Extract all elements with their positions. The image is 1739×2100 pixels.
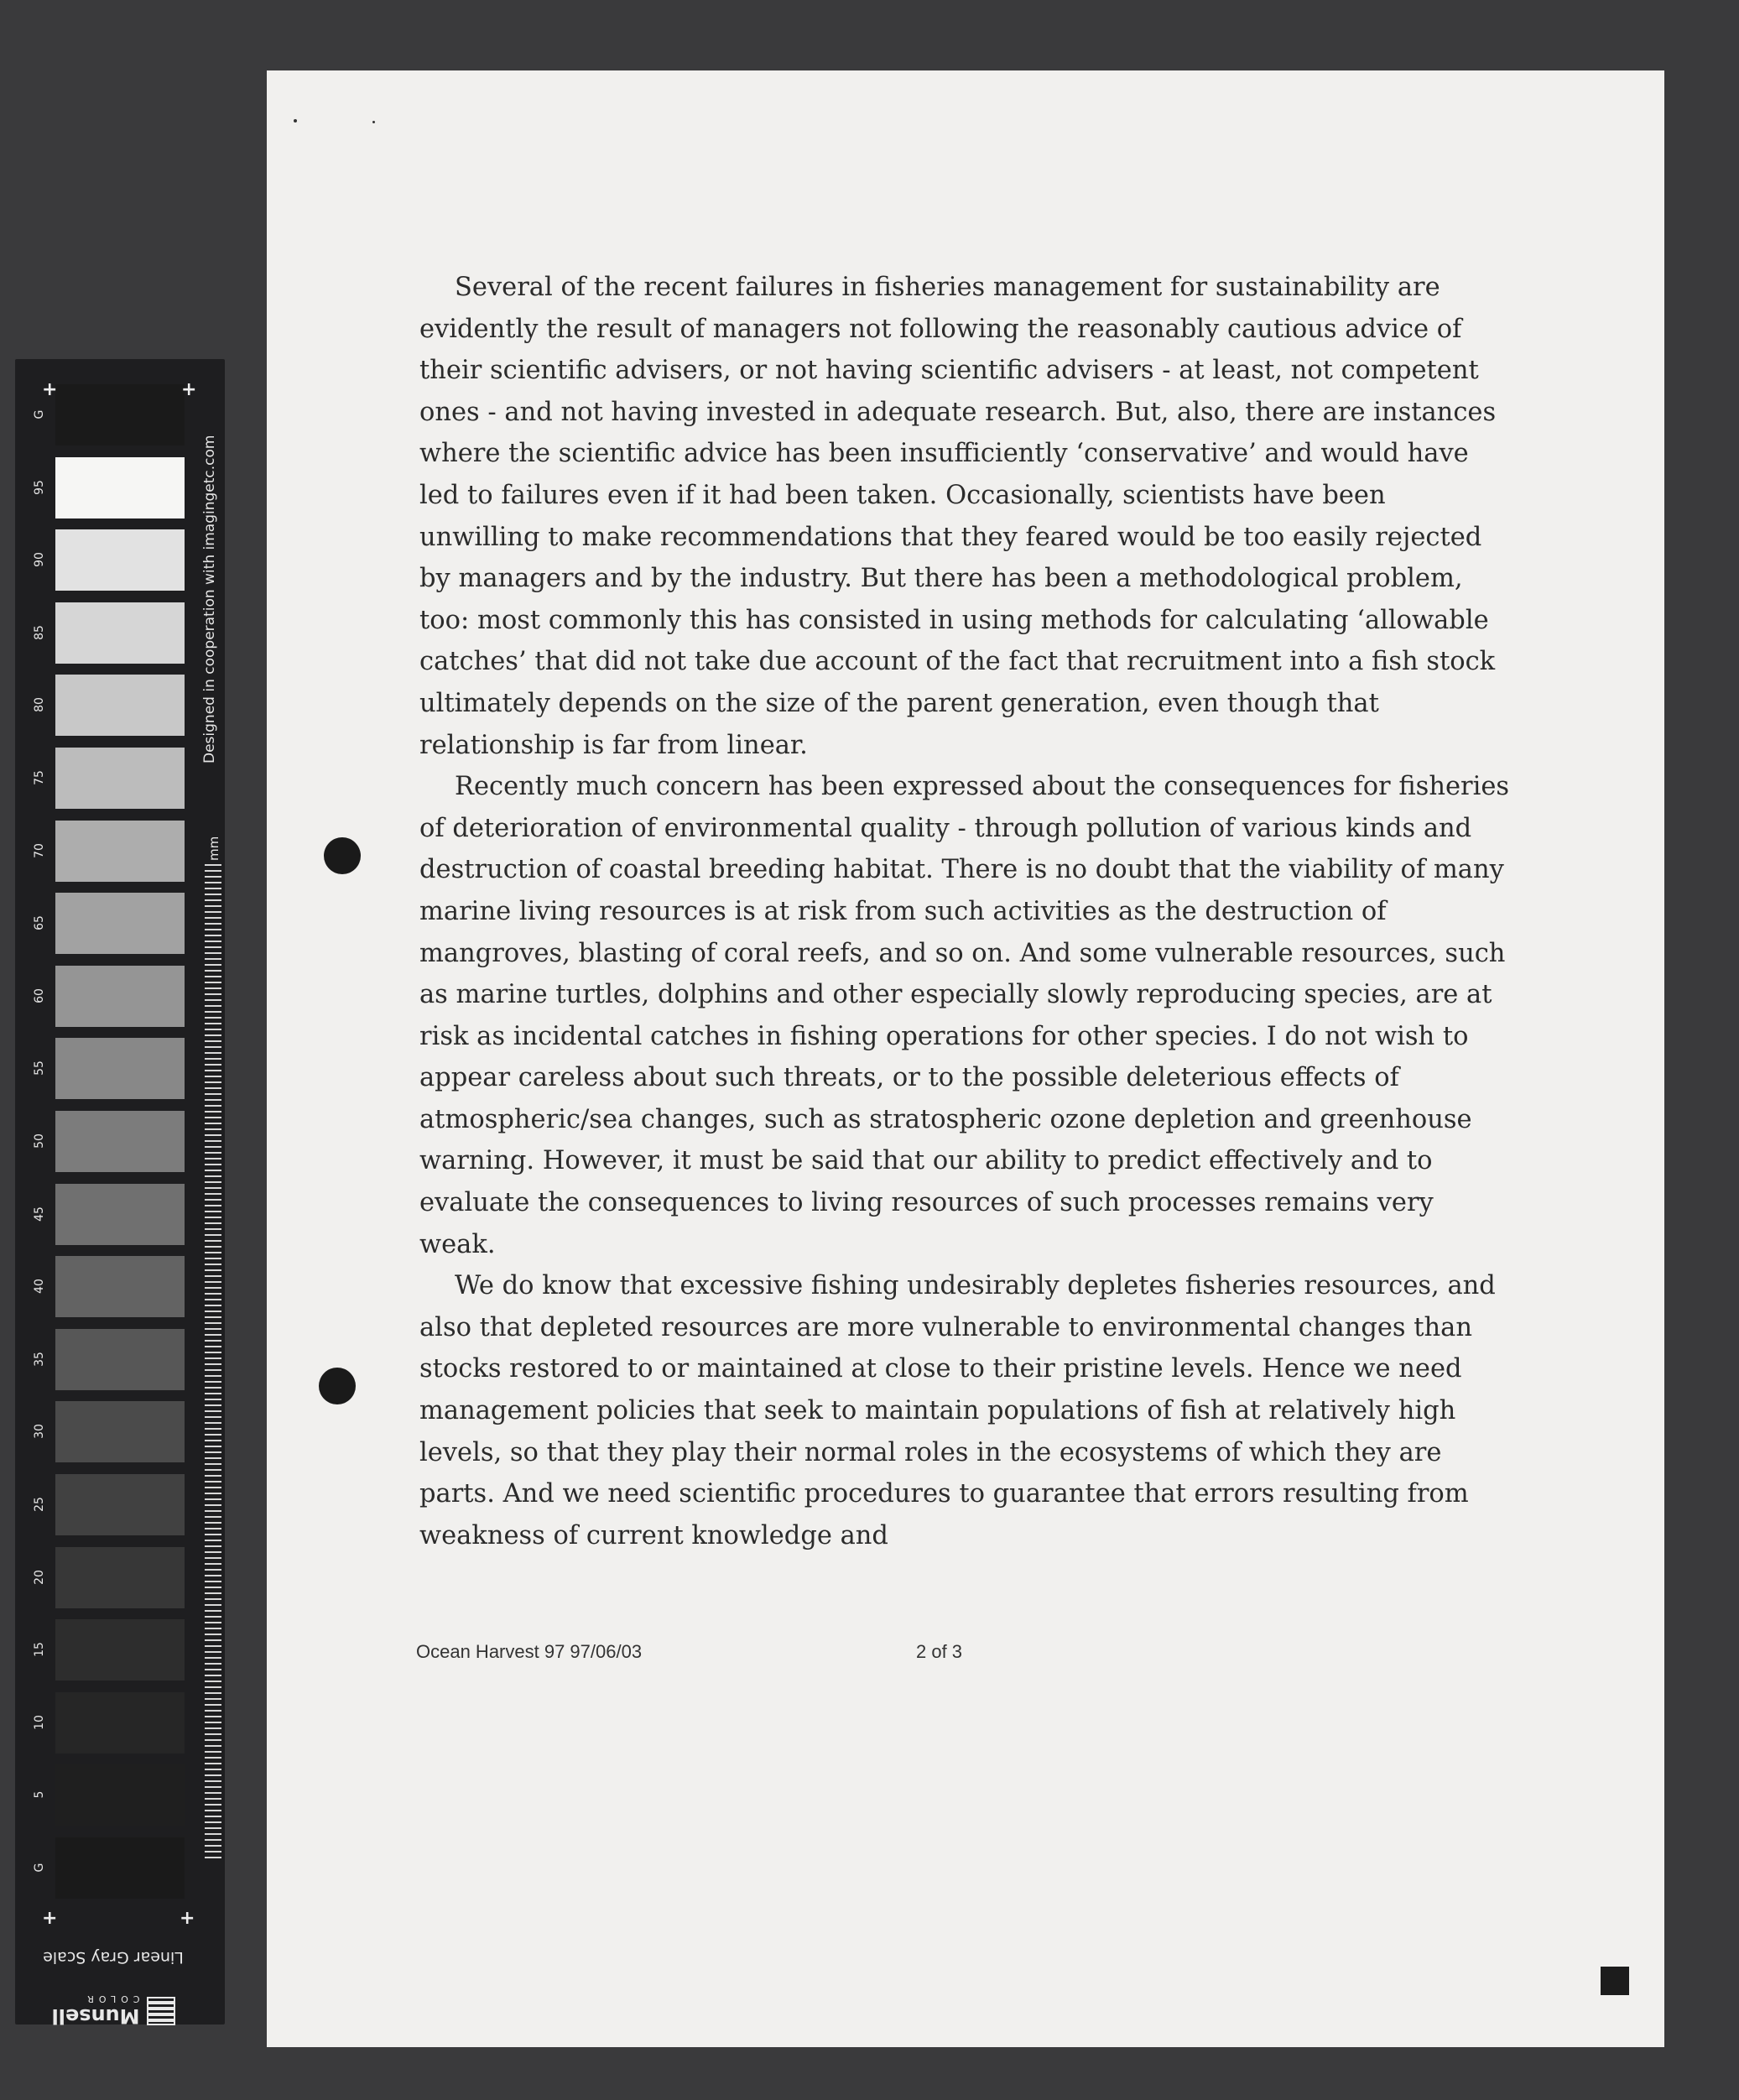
gray-patch: [55, 602, 185, 664]
gray-patch: [55, 821, 185, 882]
footer-page-number: 2 of 3: [916, 1641, 963, 1662]
munsell-logo-icon: [147, 1997, 175, 2025]
gray-patch: [55, 1474, 185, 1535]
gray-patch: [55, 1184, 185, 1245]
gray-patch: [55, 1692, 185, 1753]
gray-patch-label: 5: [33, 1790, 46, 1799]
gray-patch: [55, 1329, 185, 1390]
paragraph: We do know that excessive fishing undesirably depletes fisheries resources, and also that depleted resources are more vulnerable to environmental changes than stocks restored to or maintained at close to their pristine levels. Hence we need management policies that seek to maintain populations of fish at relatively high levels, so that they play their normal roles in the ecosystems of which they are parts. And we need scientific procedures to guarantee that errors resulting from weakness of current knowledge and: [419, 1271, 1496, 1550]
gray-patch: [55, 384, 185, 446]
gray-patch-label: 20: [33, 1569, 46, 1585]
gray-patch-label: G: [33, 409, 46, 419]
plus-mark: +: [181, 379, 197, 400]
gray-patch: [55, 1038, 185, 1099]
gray-patch: [55, 1764, 185, 1826]
punch-hole: [324, 837, 361, 874]
punch-hole: [319, 1368, 356, 1404]
speck: [294, 119, 297, 122]
gray-patch-label: 85: [33, 624, 46, 640]
gray-patch: [55, 675, 185, 736]
gray-patch-label: 90: [33, 552, 46, 568]
gray-scale-title: Linear Gray Scale: [43, 1948, 184, 1967]
gray-patch: [55, 748, 185, 809]
plus-mark: +: [180, 1908, 195, 1929]
gray-patch-label: 80: [33, 697, 46, 713]
gray-patch-label: 15: [33, 1642, 46, 1658]
gray-patch-label: 75: [33, 770, 46, 785]
gray-patch: [55, 1837, 185, 1899]
mm-ruler: [205, 864, 221, 1863]
munsell-brand: [42, 1990, 185, 2032]
gray-patch-label: 55: [33, 1060, 46, 1076]
gray-patch: [55, 1111, 185, 1172]
gray-patch-label: 30: [33, 1424, 46, 1440]
gray-patch-label: 25: [33, 1497, 46, 1512]
ruler-unit: mm: [206, 836, 221, 861]
gray-patch: [55, 529, 185, 591]
brand-sub: COLOR: [82, 1993, 140, 2005]
gray-patch: [55, 1256, 185, 1317]
footer-document-id: Ocean Harvest 97 97/06/03: [416, 1641, 643, 1662]
gray-patch-label: 45: [33, 1206, 46, 1222]
gray-patch-label: 40: [33, 1279, 46, 1295]
gray-patch: [55, 1401, 185, 1462]
gray-patch-label: 65: [33, 915, 46, 931]
paragraph: Several of the recent failures in fisheries management for sustainability are evidently the result of managers not following the reasonably cautious advice of their scientific advisers, or not having scientific advisers - at least, not competent ones - and not having invested in adequate research. But, also, there are instances where the scientific advice has been insufficiently ‘conservative’ and would have led to failures even if it had been taken. Occasionally, scientists have been unwilling to make recommendations that they feared would be too easily rejected by managers and by the industry. But there has been a methodological problem, too: most commonly this has consisted in using methods for calculating ‘allowable catches’ that did not take due account of the fact that recruitment into a fish stock ultimately depends on the size of the parent generation, even though that relationship is far from linear.: [419, 273, 1497, 760]
plus-mark: +: [42, 379, 58, 400]
gray-patch: [55, 1619, 185, 1681]
gray-patch-label: 10: [33, 1714, 46, 1730]
gray-patch-label: 60: [33, 987, 46, 1003]
gray-scale-card: [15, 359, 225, 2024]
paragraph: Recently much concern has been expressed about the consequences for fisheries of deterioration of environmental quality - through pollution of various kinds and destruction of coastal breeding habitat. There is no doubt that the viability of many marine living resources is at risk from such activities as the destruction of mangroves, blasting of coral reefs, and so on. And some vulnerable resources, such as marine turtles, dolphins and other especially slowly reproducing species, are at risk as incidental catches in fishing operations for other species. I do not wish to appear careless about such threats, or to the possible deleterious effects of atmospheric/sea changes, such as stratospheric ozone depletion and greenhouse warning. However, it must be said that our ability to predict effectively and to evaluate the consequences to living resources of such processes remains very weak.: [419, 772, 1510, 1259]
gray-patch: [55, 1547, 185, 1608]
gray-patch: [55, 893, 185, 954]
corner-mark: [1601, 1967, 1629, 1995]
gray-patch-label: 35: [33, 1351, 46, 1367]
gray-patch-label: 50: [33, 1133, 46, 1149]
brand-name: Munsell: [51, 2004, 140, 2029]
designed-credit: Designed in cooperation with imagingetc.com: [201, 435, 218, 763]
gray-patch-label: 70: [33, 842, 46, 858]
gray-patch-label: G: [33, 1863, 46, 1873]
body-text: [419, 267, 1510, 1556]
gray-patch: [55, 457, 185, 518]
gray-patch: [55, 966, 185, 1027]
speck: [372, 121, 375, 123]
gray-patch-label: 95: [33, 479, 46, 495]
plus-mark: +: [42, 1908, 58, 1929]
